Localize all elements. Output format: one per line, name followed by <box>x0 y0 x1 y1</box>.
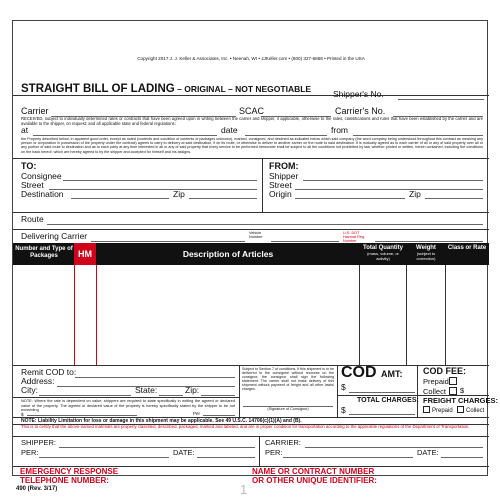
origin-label: Origin <box>269 189 292 199</box>
shipper-signature-label: SHIPPER: <box>21 438 57 447</box>
usdot-hazmat-label: U.S. DOT Hazmat Reg. Number <box>343 231 366 244</box>
page-number: 1 <box>240 482 248 497</box>
carrier-label: Carrier <box>21 106 49 116</box>
at-field[interactable] <box>33 135 217 136</box>
remit-cod-label: Remit COD to: <box>21 367 77 377</box>
state-field[interactable] <box>159 395 183 396</box>
declared-per-label: Per <box>193 411 201 416</box>
scac-label: SCAC <box>239 106 265 116</box>
to-street-field[interactable] <box>49 189 257 190</box>
shippers-no-label: Shipper's No. <box>333 89 384 99</box>
vehicle-number-label: Vehicle Number <box>249 231 263 240</box>
consignee-label: Consignee <box>21 171 62 181</box>
carrier-signature-field[interactable] <box>305 447 483 448</box>
shipper-field[interactable] <box>303 180 483 181</box>
usdot-hazmat-field[interactable] <box>375 241 483 242</box>
contract-line-1: NAME OR CONTRACT NUMBER <box>252 467 375 476</box>
vehicle-number-field[interactable] <box>271 241 339 242</box>
city-label: City: <box>21 385 38 395</box>
cod-fee-label: COD FEE: <box>423 366 467 376</box>
from-field[interactable] <box>353 135 483 136</box>
zip-label: Zip: <box>185 385 200 395</box>
route-field[interactable] <box>47 224 483 225</box>
received-statement: RECEIVED, subject to individually determined rates or contracts that have been agreed upon in writing between the carrier and shipper, if applicable, otherwise to the rates, classifications and rules that have been established by the carrier and are available to the shipper, on request; and all applicable state and federal regulations: <box>21 117 483 126</box>
shipper-date-label: DATE: <box>173 448 195 457</box>
liability-note: NOTE: Liability Limitation for loss or damage in this shipment may be applicable. See 49 U.S.C. 14706(c)(1)(A) and (B). <box>21 418 302 424</box>
contract-line-2: OR OTHER UNIQUE IDENTIFIER: <box>252 476 377 485</box>
freight-prepaid-checkbox[interactable] <box>423 406 430 413</box>
origin-field[interactable] <box>295 198 405 199</box>
cod-amount <box>341 364 403 382</box>
shipper-date-field[interactable] <box>197 457 255 458</box>
shipper-signature-field[interactable] <box>59 447 255 448</box>
carrier-per-label: PER: <box>265 448 283 457</box>
cod-fee-dollar-sign: $ <box>460 386 465 395</box>
address-label: Address: <box>21 376 55 386</box>
carrier-date-label: DATE: <box>417 448 439 457</box>
property-statement: the Property described below, in apparent good order, except as noted (contents and condition of contents of packages unknown), marked, consigned, and destined as indicated below which said company (the word company being understood throughout this contract as meaning any person or corporation in possession of the property under the contract) agrees to carry to delivery at said destination, if on its route, or otherwise to deliver to another carrier on the route to said destination. It is mutually agreed as to each carrier of all or any of said property over all or any portion of said route to destination and as to each party at any time interested in all or any of said property that every service to be performed hereunder shall be subject to all the conditions not prohibited by law, whether printed or written, herein contained, including the conditions on the back hereof, which are hereby agreed to by the shipper and accepted for himself and his assigns. <box>21 137 483 154</box>
articles-table-body[interactable] <box>13 265 489 365</box>
hm-header: HM <box>78 249 92 259</box>
to-heading: TO: <box>21 161 37 171</box>
number-type-header: Number and Type of Packages <box>15 246 73 259</box>
form-number: 490 (Rev. 3/17) <box>16 486 58 492</box>
carrier-per-field[interactable] <box>283 457 413 458</box>
description-header: Description of Articles <box>182 249 274 259</box>
freight-charges-label: FREIGHT CHARGES: <box>423 396 498 405</box>
cod-amt-label: AMT: <box>381 369 403 379</box>
cod-prepaid-label: Prepaid <box>423 377 449 386</box>
from-street-field[interactable] <box>295 189 483 190</box>
copyright-line: Copyright 2017 J. J. Keller & Associates, Inc. • Neenah, WI • JJKeller.com • (800) 327-6868 • Printed in the USA <box>137 56 365 61</box>
cod-prepaid-checkbox[interactable] <box>449 377 457 385</box>
from-heading: FROM: <box>269 161 299 171</box>
freight-prepaid-label: Prepaid <box>432 408 453 414</box>
emergency-line-2: TELEPHONE NUMBER: <box>20 476 109 485</box>
declared-per-field[interactable] <box>203 415 235 416</box>
emergency-line-1: EMERGENCY RESPONSE <box>20 467 119 476</box>
from-label: from <box>331 125 348 135</box>
total-charges-dollar-sign: $ <box>341 405 346 415</box>
from-zip-field[interactable] <box>425 198 483 199</box>
title-main: STRAIGHT BILL OF LADING <box>21 83 175 95</box>
date-field[interactable] <box>245 135 327 136</box>
destination-field[interactable] <box>71 198 169 199</box>
to-zip-label: Zip <box>173 189 185 199</box>
to-street-label: Street <box>21 180 44 190</box>
cod-collect-checkbox[interactable] <box>449 387 457 395</box>
cod-label: COD <box>341 364 377 381</box>
delivering-carrier-field[interactable] <box>91 241 245 242</box>
certify-statement: This is to certify that the above-named materials are properly classified, described, packaged, marked and labeled, and are in proper condition for transportation according to the applicable regulations of the Department of Transportation. <box>21 425 470 429</box>
city-field[interactable] <box>39 395 131 396</box>
at-label: at <box>21 125 29 135</box>
shipper-label: Shipper <box>269 171 299 181</box>
freight-collect-label: Collect <box>466 408 485 414</box>
to-zip-field[interactable] <box>189 198 257 199</box>
title-sub: – ORIGINAL – NOT NEGOTIABLE <box>174 84 312 94</box>
consignor-signature-caption: (Signature of Consignor) <box>267 407 309 411</box>
declared-value-field[interactable] <box>27 415 137 416</box>
carrier-date-field[interactable] <box>441 457 483 458</box>
declared-value-note: NOTE: Where the rate is dependent on value, shippers are required to state specifically in writing the agreed or declared value of the property. The agreed or declared value of the property is hereby specifically stated by the shipper to be not exceeding <box>21 399 235 412</box>
carriers-no-label: Carrier's No. <box>335 106 386 116</box>
date-label: date <box>221 125 238 135</box>
freight-collect-checkbox[interactable] <box>457 406 464 413</box>
remit-cod-field[interactable] <box>75 377 235 378</box>
shipper-per-label: PER: <box>21 448 39 457</box>
contract-number-label <box>252 467 377 485</box>
shipper-per-field[interactable] <box>39 457 169 458</box>
total-charges-field[interactable] <box>349 414 415 415</box>
bill-of-lading-form <box>12 20 498 476</box>
consignee-field[interactable] <box>63 180 257 181</box>
from-street-label: Street <box>269 180 292 190</box>
declared-dollar-sign: $ <box>21 412 24 417</box>
weight-header: Weight <box>416 245 436 251</box>
zip-field[interactable] <box>201 395 235 396</box>
delivering-carrier-label: Delivering Carrier <box>21 231 88 241</box>
carrier-signature-label: CARRIER: <box>265 438 301 447</box>
section7-statement: Subject to Section 7 of conditions, if this shipment is to be delivered to the consignee without recourse on the consignor, the consignor shall sign the following statement: The carrier shall not make delivery of this shipment without payment of freight and all other lawful charges. <box>242 367 334 392</box>
shippers-no-field[interactable] <box>398 99 484 100</box>
route-label: Route <box>21 214 44 224</box>
total-charges-label: TOTAL CHARGES: <box>357 397 419 404</box>
destination-label: Destination <box>21 189 64 199</box>
state-label: State: <box>135 385 158 395</box>
cod-amount-field[interactable] <box>349 392 415 393</box>
total-quantity-subheader: (mass, volume, or activity) <box>367 251 399 261</box>
weight-subheader: (subject to correction) <box>416 251 436 261</box>
emergency-response-label <box>20 467 118 485</box>
total-quantity-header: Total Quantity <box>363 245 403 251</box>
cod-dollar-sign: $ <box>341 382 346 392</box>
class-rate-header: Class or Rate <box>447 245 487 251</box>
from-zip-label: Zip <box>409 189 421 199</box>
cod-collect-label: Collect <box>423 387 446 396</box>
